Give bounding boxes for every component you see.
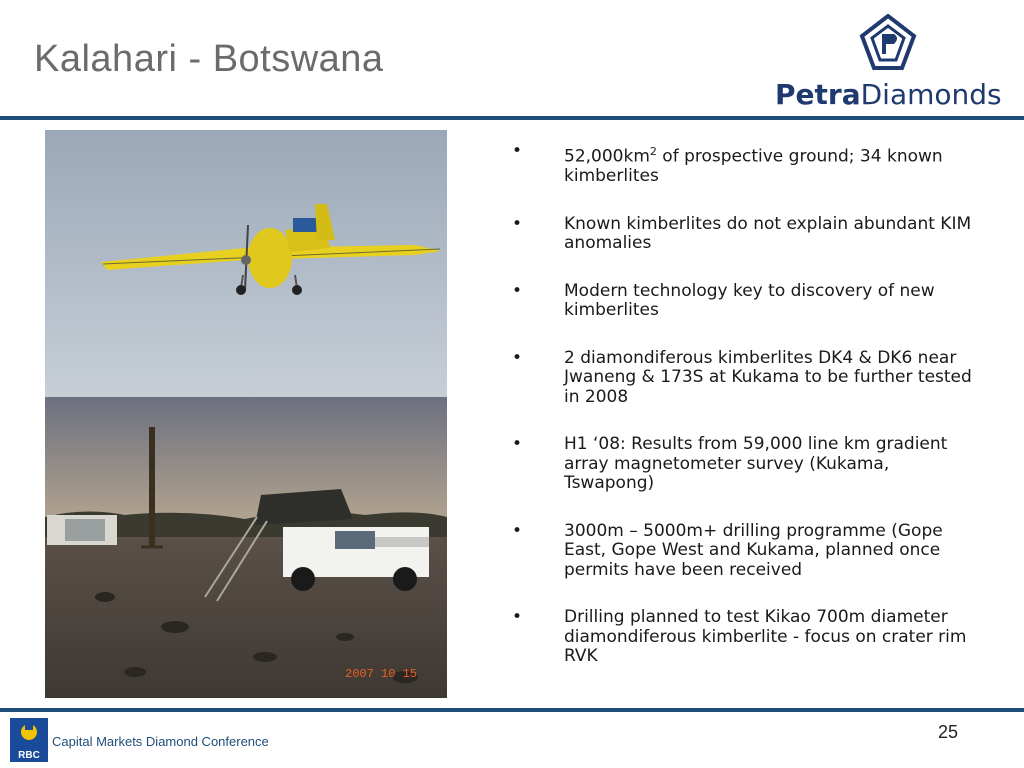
petra-diamonds-wordmark: PetraDiamonds	[775, 78, 1002, 111]
rbc-logo-icon	[10, 718, 48, 762]
bullet-dot: •	[512, 141, 523, 161]
aircraft-photo	[45, 130, 447, 397]
slide-title: Kalahari - Botswana	[34, 38, 384, 80]
bullet-dot: •	[512, 213, 523, 234]
header-divider	[0, 116, 1024, 120]
bullet-list	[512, 142, 972, 695]
bullet-dot: •	[512, 347, 523, 368]
bullet-dot: •	[512, 607, 523, 628]
drilling-camp-photo	[45, 397, 447, 698]
bullet-item-7: • Drilling planned to test Kikao 700m diameter diamondiferous kimberlite - focus on crater rim RVK	[512, 607, 967, 667]
petra-diamonds-logo	[770, 8, 1010, 113]
bullet-item-3: • Modern technology key to discovery of new kimberlites	[512, 280, 935, 321]
photo-panel	[45, 130, 447, 698]
footer-conference-label: Capital Markets Diamond Conference	[52, 734, 269, 749]
bullet-dot: •	[512, 434, 523, 455]
diamond-logo-icon	[858, 14, 918, 74]
bullet-item-6: • 3000m – 5000m+ drilling programme (Gope East, Gope West and Kukama, planned once permits have been received	[512, 520, 943, 580]
bullet-item-5: • H1 ‘08: Results from 59,000 line km gradient array magnetometer survey (Kukama, Tswapong)	[512, 434, 948, 494]
bullet-item-2: • Known kimberlites do not explain abundant KIM anomalies	[512, 213, 972, 254]
bullet-item-1: • $52,000km^2$ of prospective ground; 34 known kimberlites	[512, 141, 943, 187]
footer-divider	[0, 708, 1024, 712]
page-number: 25	[938, 722, 959, 742]
photo-date-stamp: 2007 10 15	[345, 667, 418, 681]
bullet-dot: •	[512, 520, 523, 541]
bullet-item-4: • 2 diamondiferous kimberlites DK4 & DK6 near Jwaneng & 173S at Kukama to be further tested in 2008	[512, 347, 972, 407]
svg-text:RBC: RBC	[18, 750, 40, 761]
bullet-dot: •	[512, 280, 523, 301]
